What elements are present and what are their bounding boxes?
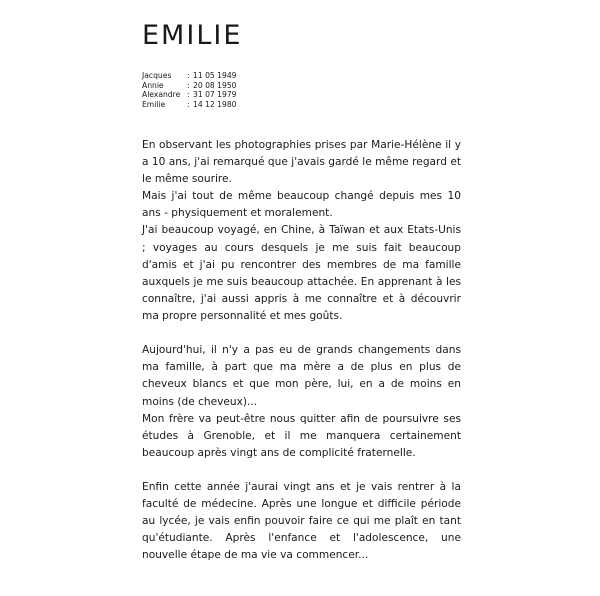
date-row: [142, 90, 236, 100]
paragraph-line: En observant les photographies prises par Marie-Hélène il y a 10 ans, j'ai remarqué que j'avais gardé le même regard et le même sourire.: [142, 139, 461, 186]
paragraph-line: Mais j'ai tout de même beaucoup changé depuis mes 10 ans - physiquement et moralement.: [142, 190, 461, 220]
date-value: 11 05 1949: [193, 71, 237, 80]
paragraph-gap: [142, 462, 461, 479]
body-text: [142, 137, 461, 565]
date-person-name: Annie: [142, 80, 164, 90]
birth-dates-list: [142, 71, 236, 109]
date-row: [142, 100, 236, 110]
date-separator: :: [187, 90, 190, 100]
paragraph: [142, 137, 461, 325]
date-person-name: Alexandre: [142, 90, 181, 100]
date-value: 14 12 1980: [193, 99, 237, 109]
paragraph: [142, 342, 461, 462]
date-person-name: Emilie: [142, 99, 166, 109]
date-separator: :: [187, 80, 190, 90]
date-row: [142, 81, 236, 91]
paragraph-line: Mon frère va peut-être nous quitter afin de poursuivre ses études à Grenoble, et il me manquera certainement beaucoup après vingt ans de complicité fraternelle.: [142, 412, 461, 459]
date-row: [142, 71, 236, 81]
paragraph: [142, 479, 461, 564]
date-separator: :: [187, 71, 190, 80]
date-value: 31 07 1979: [193, 90, 237, 100]
date-value: 20 08 1950: [193, 80, 237, 90]
paragraph-line: Enfin cette année j'aurai vingt ans et je vais rentrer à la faculté de médecine. Après une longue et difficile période au lycée, je vais enfin pouvoir faire ce qui me plaît en tant qu'étudiante. Après l'enfance et l'adolescence, une nouvelle étape de ma vie va commencer...: [142, 481, 461, 562]
paragraph-gap: [142, 325, 461, 342]
paragraph-line: J'ai beaucoup voyagé, en Chine, à Taïwan et aux Etats-Unis ; voyages au cours desquels je me suis fait beaucoup d'amis et j'ai pu rencontrer des membres de ma famille auxquels je me suis beaucoup attachée. En apprenant à les connaître, j'ai aussi appris à me connaître et à découvrir ma propre personnalité et mes goûts.: [142, 224, 461, 322]
paragraph-line: Aujourd'hui, il n'y a pas eu de grands changements dans ma famille, à part que ma mère a de plus en plus de cheveux blancs et que mon père, lui, en a de moins en moins (de cheveux)...: [142, 344, 461, 408]
date-separator: :: [187, 99, 190, 109]
page-title: EMILIE: [142, 20, 243, 51]
date-person-name: Jacques: [142, 71, 172, 80]
